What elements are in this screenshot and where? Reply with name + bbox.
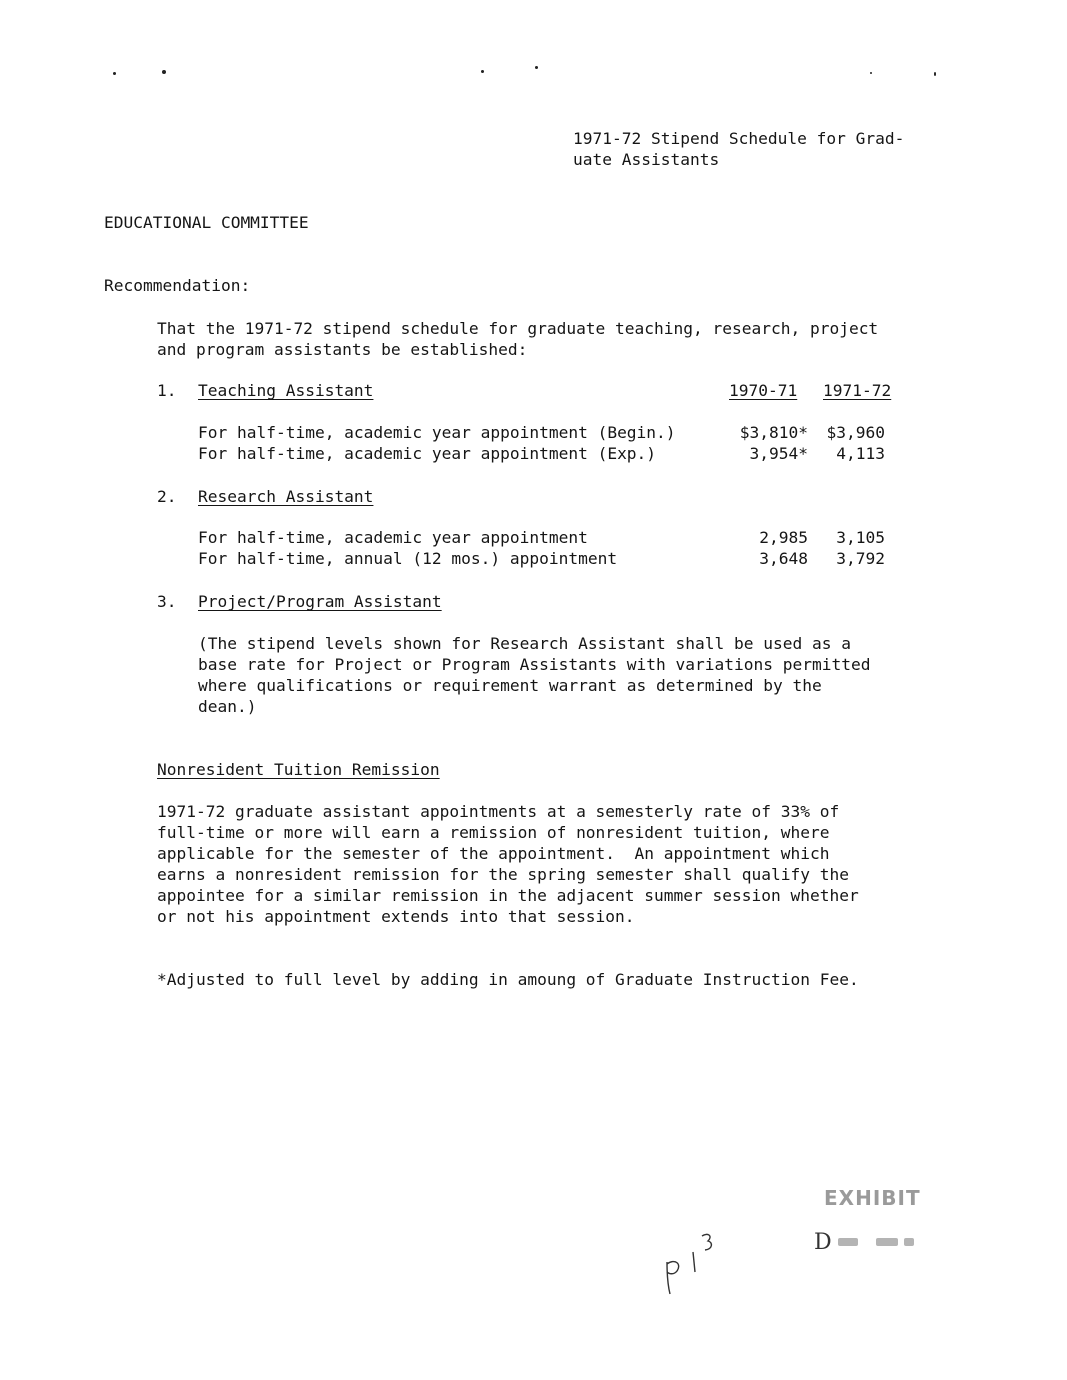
exhibit-stamp-letter: D [814,1230,832,1255]
remission-line: 1971-72 graduate assistant appointments at a semesterly rate of 33% of [157,802,840,821]
row-value-1970-71: 2,985 [759,528,808,547]
row-value-1971-72: $3,960 [826,423,885,442]
note-line: dean.) [198,697,257,716]
scan-mark [934,72,936,76]
row-label: For half-time, academic year appointment (Begin.) [198,423,676,442]
column-header-1970-71: 1970-71 [729,381,798,400]
row-value-1970-71: $3,810* [739,423,808,442]
section-number: 3. [157,592,177,611]
scan-mark [870,72,872,74]
section-number: 2. [157,487,177,506]
stamp-smudge [876,1238,898,1246]
section-title-research-assistant: Research Assistant [198,487,374,506]
row-label: For half-time, academic year appointment (Exp.) [198,444,657,463]
row-value-1970-71: 3,648 [759,549,808,568]
row-value-1971-72: 4,113 [836,444,885,463]
table-row [198,423,898,444]
table-row [198,528,898,549]
handwritten-page-number [655,1228,735,1298]
row-label: For half-time, annual (12 mos.) appointment [198,549,618,568]
remission-line: or not his appointment extends into that session. [157,907,635,926]
exhibit-stamp: EXHIBIT [824,1186,921,1210]
intro-line-1: That the 1971-72 stipend schedule for graduate teaching, research, project [157,319,879,338]
table-row [198,549,898,570]
row-value-1970-71: 3,954* [749,444,808,463]
stamp-smudge [904,1238,914,1246]
table-row [198,444,898,465]
row-value-1971-72: 3,792 [836,549,885,568]
section-title-teaching-assistant: Teaching Assistant [198,381,374,400]
scan-mark [162,70,166,74]
remission-line: full-time or more will earn a remission of nonresident tuition, where [157,823,830,842]
note-line: where qualifications or requirement warrant as determined by the [198,676,822,695]
recommendation-label: Recommendation: [104,276,251,295]
section-number: 1. [157,381,177,400]
remission-heading: Nonresident Tuition Remission [157,760,440,779]
remission-line: applicable for the semester of the appointment. An appointment which [157,844,830,863]
scan-mark [535,66,538,69]
footnote: *Adjusted to full level by adding in amoung of Graduate Instruction Fee. [157,970,859,989]
stamp-smudge [838,1238,858,1246]
remission-line: appointee for a similar remission in the adjacent summer session whether [157,886,859,905]
scan-mark [113,72,116,75]
row-value-1971-72: 3,105 [836,528,885,547]
column-header-1971-72: 1971-72 [823,381,892,400]
committee-heading: EDUCATIONAL COMMITTEE [104,213,309,232]
row-label: For half-time, academic year appointment [198,528,588,547]
remission-line: earns a nonresident remission for the spring semester shall qualify the [157,865,849,884]
scan-mark [481,70,484,73]
intro-line-2: and program assistants be established: [157,340,528,359]
section-title-project-program-assistant: Project/Program Assistant [198,592,442,611]
document-title-line-1: 1971-72 Stipend Schedule for Grad- [573,129,905,148]
note-line: base rate for Project or Program Assistants with variations permitted [198,655,871,674]
note-line: (The stipend levels shown for Research Assistant shall be used as a [198,634,851,653]
document-title-line-2: uate Assistants [573,150,720,169]
